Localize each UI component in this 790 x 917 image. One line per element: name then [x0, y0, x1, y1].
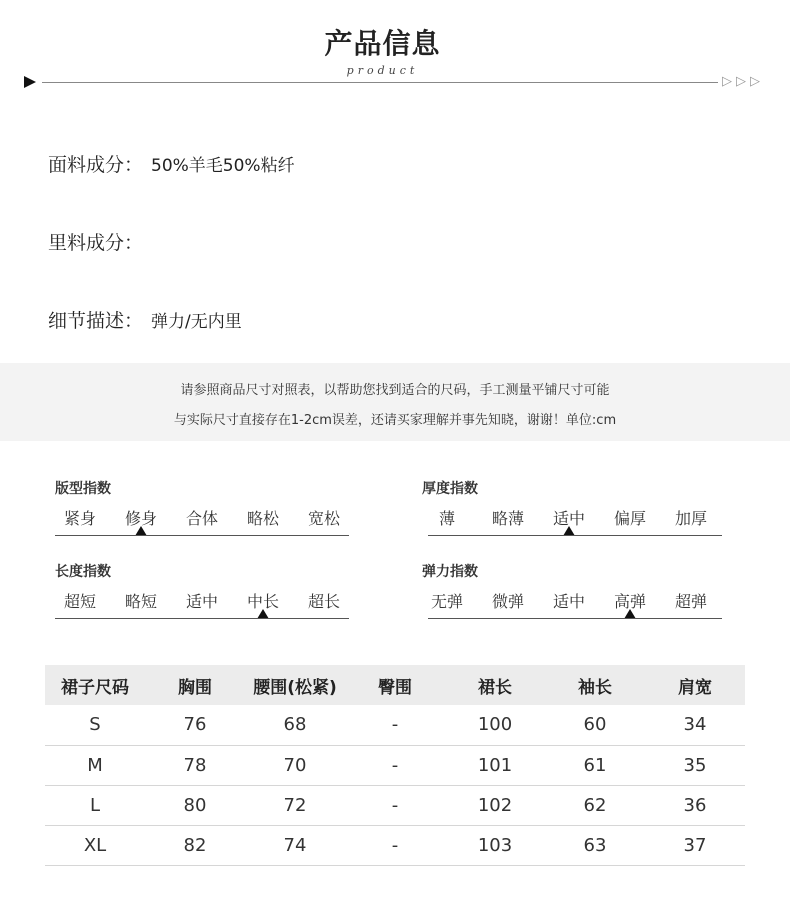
info-value: 弹力/无内里 [151, 312, 242, 332]
column-header: 胸围 [145, 665, 245, 705]
index-baseline [55, 535, 349, 536]
table-row [45, 825, 745, 865]
index-option: 偏厚 [613, 509, 646, 528]
index-title: 弹力指数 [422, 564, 478, 580]
table-cell: 61 [545, 745, 645, 785]
info-label: 里料成分： [48, 232, 144, 254]
table-cell: 101 [445, 745, 545, 785]
index-option: 略松 [246, 509, 279, 528]
table-cell: 62 [545, 785, 645, 825]
index-option: 合体 [185, 509, 218, 528]
fabric-composition-row [48, 150, 295, 177]
length-index [55, 561, 355, 611]
table-cell: 76 [145, 705, 245, 745]
table-cell: 82 [145, 825, 245, 865]
index-scale [422, 589, 722, 611]
column-header: 袖长 [545, 665, 645, 705]
table-cell: - [345, 825, 445, 865]
play-arrow-icon [24, 76, 36, 88]
index-option: 无弹 [430, 592, 463, 611]
table-cell: XL [45, 825, 145, 865]
outline-arrow-icon: ▷ [750, 74, 760, 89]
page-subtitle: product [346, 64, 419, 77]
table-row [45, 705, 745, 745]
column-header: 腰围(松紧) [245, 665, 345, 705]
index-title: 长度指数 [55, 564, 111, 580]
notice-line: 与实际尺寸直接存在1-2cm误差，还请买家理解并事先知晓，谢谢！单位:cm [173, 413, 617, 428]
index-option: 适中 [185, 592, 218, 611]
index-option: 略薄 [491, 509, 524, 528]
table-cell: 68 [245, 705, 345, 745]
table-cell: - [345, 705, 445, 745]
table-header-row [45, 665, 745, 705]
index-option: 宽松 [307, 509, 340, 528]
index-scale [55, 589, 355, 611]
column-header: 肩宽 [645, 665, 745, 705]
table-cell: 34 [645, 705, 745, 745]
lining-composition-row [48, 228, 151, 255]
index-option: 适中 [552, 592, 585, 611]
table-cell: 103 [445, 825, 545, 865]
info-label: 细节描述： [48, 310, 144, 332]
table-cell: 102 [445, 785, 545, 825]
table-cell: L [45, 785, 145, 825]
index-baseline [428, 535, 722, 536]
outline-arrow-icon: ▷ [736, 74, 746, 89]
index-scale [422, 506, 722, 528]
table-cell: 72 [245, 785, 345, 825]
index-option: 超长 [307, 592, 340, 611]
size-notice [0, 363, 790, 441]
index-baseline [428, 618, 722, 619]
index-option: 超短 [63, 592, 96, 611]
table-cell: 37 [645, 825, 745, 865]
table-cell: 35 [645, 745, 745, 785]
thickness-index [422, 478, 722, 528]
table-cell: 78 [145, 745, 245, 785]
outline-arrow-icon: ▷ [722, 74, 732, 89]
detail-description-row [48, 306, 242, 333]
notice-line: 请参照商品尺寸对照表，以帮助您找到适合的尺码，手工测量平铺尺寸可能 [180, 383, 610, 398]
header-divider [42, 82, 718, 83]
table-row [45, 745, 745, 785]
table-cell: 70 [245, 745, 345, 785]
table-cell: 60 [545, 705, 645, 745]
table-cell: 74 [245, 825, 345, 865]
index-option: 薄 [438, 509, 455, 528]
column-header: 裙子尺码 [45, 665, 145, 705]
index-option: 高弹 [613, 592, 646, 611]
index-option: 超弹 [674, 592, 707, 611]
table-cell: 63 [545, 825, 645, 865]
info-value: 50%羊毛50%粘纤 [151, 156, 295, 176]
table-cell: M [45, 745, 145, 785]
index-option: 适中 [552, 509, 585, 528]
table-cell: 80 [145, 785, 245, 825]
column-header: 臀围 [345, 665, 445, 705]
table-cell: 36 [645, 785, 745, 825]
page-title: 产品信息 [324, 27, 441, 60]
index-option: 微弹 [491, 592, 524, 611]
index-option: 紧身 [63, 509, 96, 528]
info-label: 面料成分： [48, 154, 144, 176]
table-cell: S [45, 705, 145, 745]
index-option: 中长 [246, 592, 279, 611]
table-cell: - [345, 785, 445, 825]
index-scale [55, 506, 355, 528]
size-table [45, 665, 745, 866]
index-option: 加厚 [674, 509, 707, 528]
table-cell: 100 [445, 705, 545, 745]
table-cell: - [345, 745, 445, 785]
column-header: 裙长 [445, 665, 545, 705]
index-option: 略短 [124, 592, 157, 611]
fit-index [55, 478, 355, 528]
index-option: 修身 [124, 509, 157, 528]
right-arrows [722, 73, 760, 91]
index-title: 厚度指数 [422, 481, 478, 497]
table-row [45, 785, 745, 825]
index-baseline [55, 618, 349, 619]
elasticity-index [422, 561, 722, 611]
index-title: 版型指数 [55, 481, 111, 497]
